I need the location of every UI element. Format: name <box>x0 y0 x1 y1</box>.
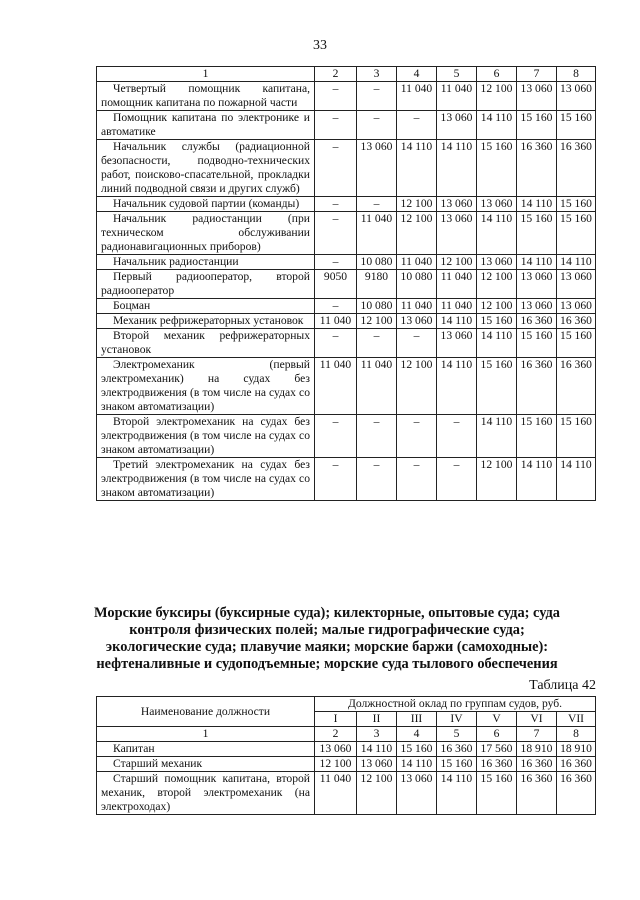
vessel-group-cell: III <box>397 712 437 727</box>
column-number-cell: 3 <box>357 727 397 742</box>
salary-cell: 12 100 <box>477 299 517 314</box>
salary-cell: 9050 <box>315 270 357 299</box>
salary-cell: 15 160 <box>557 415 596 458</box>
column-number-cell: 7 <box>517 67 557 82</box>
salary-cell: – <box>315 329 357 358</box>
salary-cell: – <box>315 255 357 270</box>
salary-cell: 10 080 <box>357 255 397 270</box>
salary-cell: 16 360 <box>557 358 596 415</box>
salary-cell: – <box>357 197 397 212</box>
salary-cell: – <box>315 197 357 212</box>
salary-cell: – <box>357 329 397 358</box>
position-name-cell: Начальник радиостанции <box>97 255 315 270</box>
salary-cell: 15 160 <box>557 212 596 255</box>
salary-cell: 15 160 <box>557 111 596 140</box>
salary-cell: 13 060 <box>517 82 557 111</box>
vessel-group-cell: II <box>357 712 397 727</box>
salary-cell: 13 060 <box>517 299 557 314</box>
salary-cell: 13 060 <box>397 772 437 815</box>
column-number-cell: 7 <box>517 727 557 742</box>
salary-cell: 13 060 <box>437 111 477 140</box>
salary-cell: 12 100 <box>397 358 437 415</box>
salary-cell: 16 360 <box>517 140 557 197</box>
salary-cell: – <box>357 111 397 140</box>
salary-cell: 13 060 <box>437 212 477 255</box>
salary-cell: 13 060 <box>557 82 596 111</box>
salary-cell: – <box>397 415 437 458</box>
position-name-cell: Начальник судовой партии (команды) <box>97 197 315 212</box>
column-number-cell: 2 <box>315 67 357 82</box>
salary-cell: – <box>397 458 437 501</box>
column-number-cell: 8 <box>557 727 596 742</box>
salary-cell: 14 110 <box>517 458 557 501</box>
salary-cell: 16 360 <box>557 140 596 197</box>
salary-table-42 <box>96 696 596 815</box>
salary-cell: 11 040 <box>397 299 437 314</box>
table-row <box>97 82 596 111</box>
table-row <box>97 111 596 140</box>
column-number-cell: 8 <box>557 67 596 82</box>
salary-cell: 11 040 <box>437 299 477 314</box>
salary-cell: 13 060 <box>315 742 357 757</box>
position-name-cell: Третий электромеханик на судах без электродвижения (в том числе на судах со знаком автоматизации) <box>97 458 315 501</box>
salary-cell: 18 910 <box>517 742 557 757</box>
salary-cell: 15 160 <box>477 358 517 415</box>
vessel-group-cell: IV <box>437 712 477 727</box>
salary-cell: 16 360 <box>517 358 557 415</box>
table-row <box>97 358 596 415</box>
salary-cell: 11 040 <box>315 358 357 415</box>
salary-cell: 16 360 <box>557 314 596 329</box>
table-row <box>97 757 596 772</box>
column-number-cell: 6 <box>477 67 517 82</box>
salary-cell: 12 100 <box>477 82 517 111</box>
salary-cell: 11 040 <box>397 255 437 270</box>
table-row <box>97 212 596 255</box>
position-name-cell: Второй электромеханик на судах без электродвижения (в том числе на судах со знаком автоматизации) <box>97 415 315 458</box>
salary-cell: 14 110 <box>397 757 437 772</box>
salary-cell: 12 100 <box>397 197 437 212</box>
salary-cell: 18 910 <box>557 742 596 757</box>
vessel-group-cell: V <box>477 712 517 727</box>
column-number-cell: 5 <box>437 727 477 742</box>
salary-cell: 15 160 <box>557 197 596 212</box>
salary-cell: 14 110 <box>477 415 517 458</box>
table-row <box>97 329 596 358</box>
table-row <box>97 772 596 815</box>
table-row <box>97 314 596 329</box>
table-row <box>97 140 596 197</box>
salary-cell: 16 360 <box>477 757 517 772</box>
salary-cell: – <box>315 212 357 255</box>
table-row <box>97 197 596 212</box>
salary-cell: 11 040 <box>397 82 437 111</box>
salary-cell: – <box>315 82 357 111</box>
salary-cell: 15 160 <box>517 415 557 458</box>
salary-cell: 13 060 <box>437 329 477 358</box>
salary-cell: 10 080 <box>357 299 397 314</box>
salary-table-continued <box>96 66 596 501</box>
salary-cell: 16 360 <box>517 757 557 772</box>
column-number-cell: 6 <box>477 727 517 742</box>
salary-cell: 14 110 <box>477 329 517 358</box>
salary-cell: 13 060 <box>557 299 596 314</box>
salary-cell: 9180 <box>357 270 397 299</box>
vessel-group-cell: VII <box>557 712 596 727</box>
salary-cell: – <box>397 329 437 358</box>
salary-cell: 14 110 <box>397 140 437 197</box>
salary-cell: – <box>397 111 437 140</box>
salary-cell: – <box>357 82 397 111</box>
salary-cell: 12 100 <box>477 270 517 299</box>
page-number: 33 <box>313 38 327 53</box>
position-name-cell: Старший механик <box>97 757 315 772</box>
table-row <box>97 255 596 270</box>
salary-cell: 13 060 <box>397 314 437 329</box>
section-title: Морские буксиры (буксирные суда); килекторные, опытовые суда; суда контроля физических полей; малые гидрографические суда; экологические суда; плавучие маяки; морские баржи (самоходные): нефтеналивные и судоподъемные; морские суда тылового обеспечения <box>93 605 560 672</box>
table-row <box>97 270 596 299</box>
position-name-cell: Второй механик рефрижераторных установок <box>97 329 315 358</box>
table-header-row <box>97 67 596 82</box>
column-number-cell: 5 <box>437 67 477 82</box>
table-row <box>97 742 596 757</box>
salary-cell: 15 160 <box>517 111 557 140</box>
salary-cell: 14 110 <box>477 212 517 255</box>
salary-cell: 15 160 <box>477 772 517 815</box>
salary-cell: 11 040 <box>315 772 357 815</box>
table-row <box>97 415 596 458</box>
salary-cell: 11 040 <box>437 270 477 299</box>
salary-cell: 17 560 <box>477 742 517 757</box>
column-number-cell: 3 <box>357 67 397 82</box>
salary-cell: – <box>357 458 397 501</box>
salary-cell: 12 100 <box>315 757 357 772</box>
salary-cell: 12 100 <box>357 772 397 815</box>
salary-cell: 13 060 <box>517 270 557 299</box>
group-header-cell: Должностной оклад по группам судов, руб. <box>315 697 596 712</box>
column-number-cell: 2 <box>315 727 357 742</box>
table-header-row <box>97 697 596 712</box>
salary-cell: 14 110 <box>557 458 596 501</box>
name-header-cell: Наименование должности <box>97 697 315 727</box>
position-name-cell: Начальник службы (радиационной безопасности, подводно-технических работ, поисково-спасательной, прокладки линий подводной связи и других служб) <box>97 140 315 197</box>
vessel-group-cell: VI <box>517 712 557 727</box>
table-label: Таблица 42 <box>529 678 596 693</box>
salary-cell: 13 060 <box>357 757 397 772</box>
salary-cell: 11 040 <box>357 212 397 255</box>
salary-cell: 14 110 <box>437 140 477 197</box>
salary-cell: 14 110 <box>357 742 397 757</box>
salary-cell: 12 100 <box>397 212 437 255</box>
salary-cell: 16 360 <box>517 314 557 329</box>
salary-cell: 15 160 <box>557 329 596 358</box>
salary-cell: 15 160 <box>477 314 517 329</box>
table-row <box>97 458 596 501</box>
salary-cell: 15 160 <box>517 212 557 255</box>
salary-cell: 14 110 <box>517 197 557 212</box>
salary-cell: 14 110 <box>557 255 596 270</box>
position-name-cell: Первый радиооператор, второй радиооператор <box>97 270 315 299</box>
salary-cell: 16 360 <box>557 757 596 772</box>
salary-cell: – <box>437 415 477 458</box>
salary-cell: 12 100 <box>357 314 397 329</box>
salary-cell: 13 060 <box>557 270 596 299</box>
salary-cell: 11 040 <box>315 314 357 329</box>
salary-cell: 13 060 <box>477 255 517 270</box>
table-row <box>97 299 596 314</box>
position-name-cell: Электромеханик (первый электромеханик) на судах без электродвижения (в том числе на судах со знаком автоматизации) <box>97 358 315 415</box>
salary-cell: 13 060 <box>437 197 477 212</box>
salary-cell: 15 160 <box>437 757 477 772</box>
position-name-cell: Начальник радиостанции (при техническом обслуживании радионавигационных приборов) <box>97 212 315 255</box>
position-name-cell: Механик рефрижераторных установок <box>97 314 315 329</box>
salary-cell: – <box>315 111 357 140</box>
column-number-row <box>97 727 596 742</box>
salary-cell: 14 110 <box>517 255 557 270</box>
salary-cell: 12 100 <box>437 255 477 270</box>
salary-cell: – <box>437 458 477 501</box>
salary-cell: 16 360 <box>517 772 557 815</box>
salary-cell: 13 060 <box>357 140 397 197</box>
column-number-cell: 1 <box>97 727 315 742</box>
column-number-cell: 4 <box>397 727 437 742</box>
position-name-cell: Капитан <box>97 742 315 757</box>
position-name-cell: Боцман <box>97 299 315 314</box>
column-number-cell: 1 <box>97 67 315 82</box>
salary-cell: – <box>315 299 357 314</box>
salary-cell: 14 110 <box>437 314 477 329</box>
salary-cell: 13 060 <box>477 197 517 212</box>
salary-cell: 16 360 <box>557 772 596 815</box>
salary-cell: – <box>315 458 357 501</box>
salary-cell: 15 160 <box>397 742 437 757</box>
salary-cell: – <box>315 140 357 197</box>
salary-cell: 14 110 <box>437 772 477 815</box>
salary-cell: 10 080 <box>397 270 437 299</box>
position-name-cell: Старший помощник капитана, второй механик, второй электромеханик (на электроходах) <box>97 772 315 815</box>
salary-cell: 14 110 <box>437 358 477 415</box>
column-number-cell: 4 <box>397 67 437 82</box>
salary-cell: – <box>357 415 397 458</box>
position-name-cell: Четвертый помощник капитана, помощник капитана по пожарной части <box>97 82 315 111</box>
salary-cell: 11 040 <box>437 82 477 111</box>
vessel-group-cell: I <box>315 712 357 727</box>
salary-cell: 15 160 <box>477 140 517 197</box>
salary-cell: – <box>315 415 357 458</box>
salary-cell: 14 110 <box>477 111 517 140</box>
salary-cell: 15 160 <box>517 329 557 358</box>
salary-cell: 16 360 <box>437 742 477 757</box>
salary-cell: 12 100 <box>477 458 517 501</box>
position-name-cell: Помощник капитана по электронике и автоматике <box>97 111 315 140</box>
salary-cell: 11 040 <box>357 358 397 415</box>
